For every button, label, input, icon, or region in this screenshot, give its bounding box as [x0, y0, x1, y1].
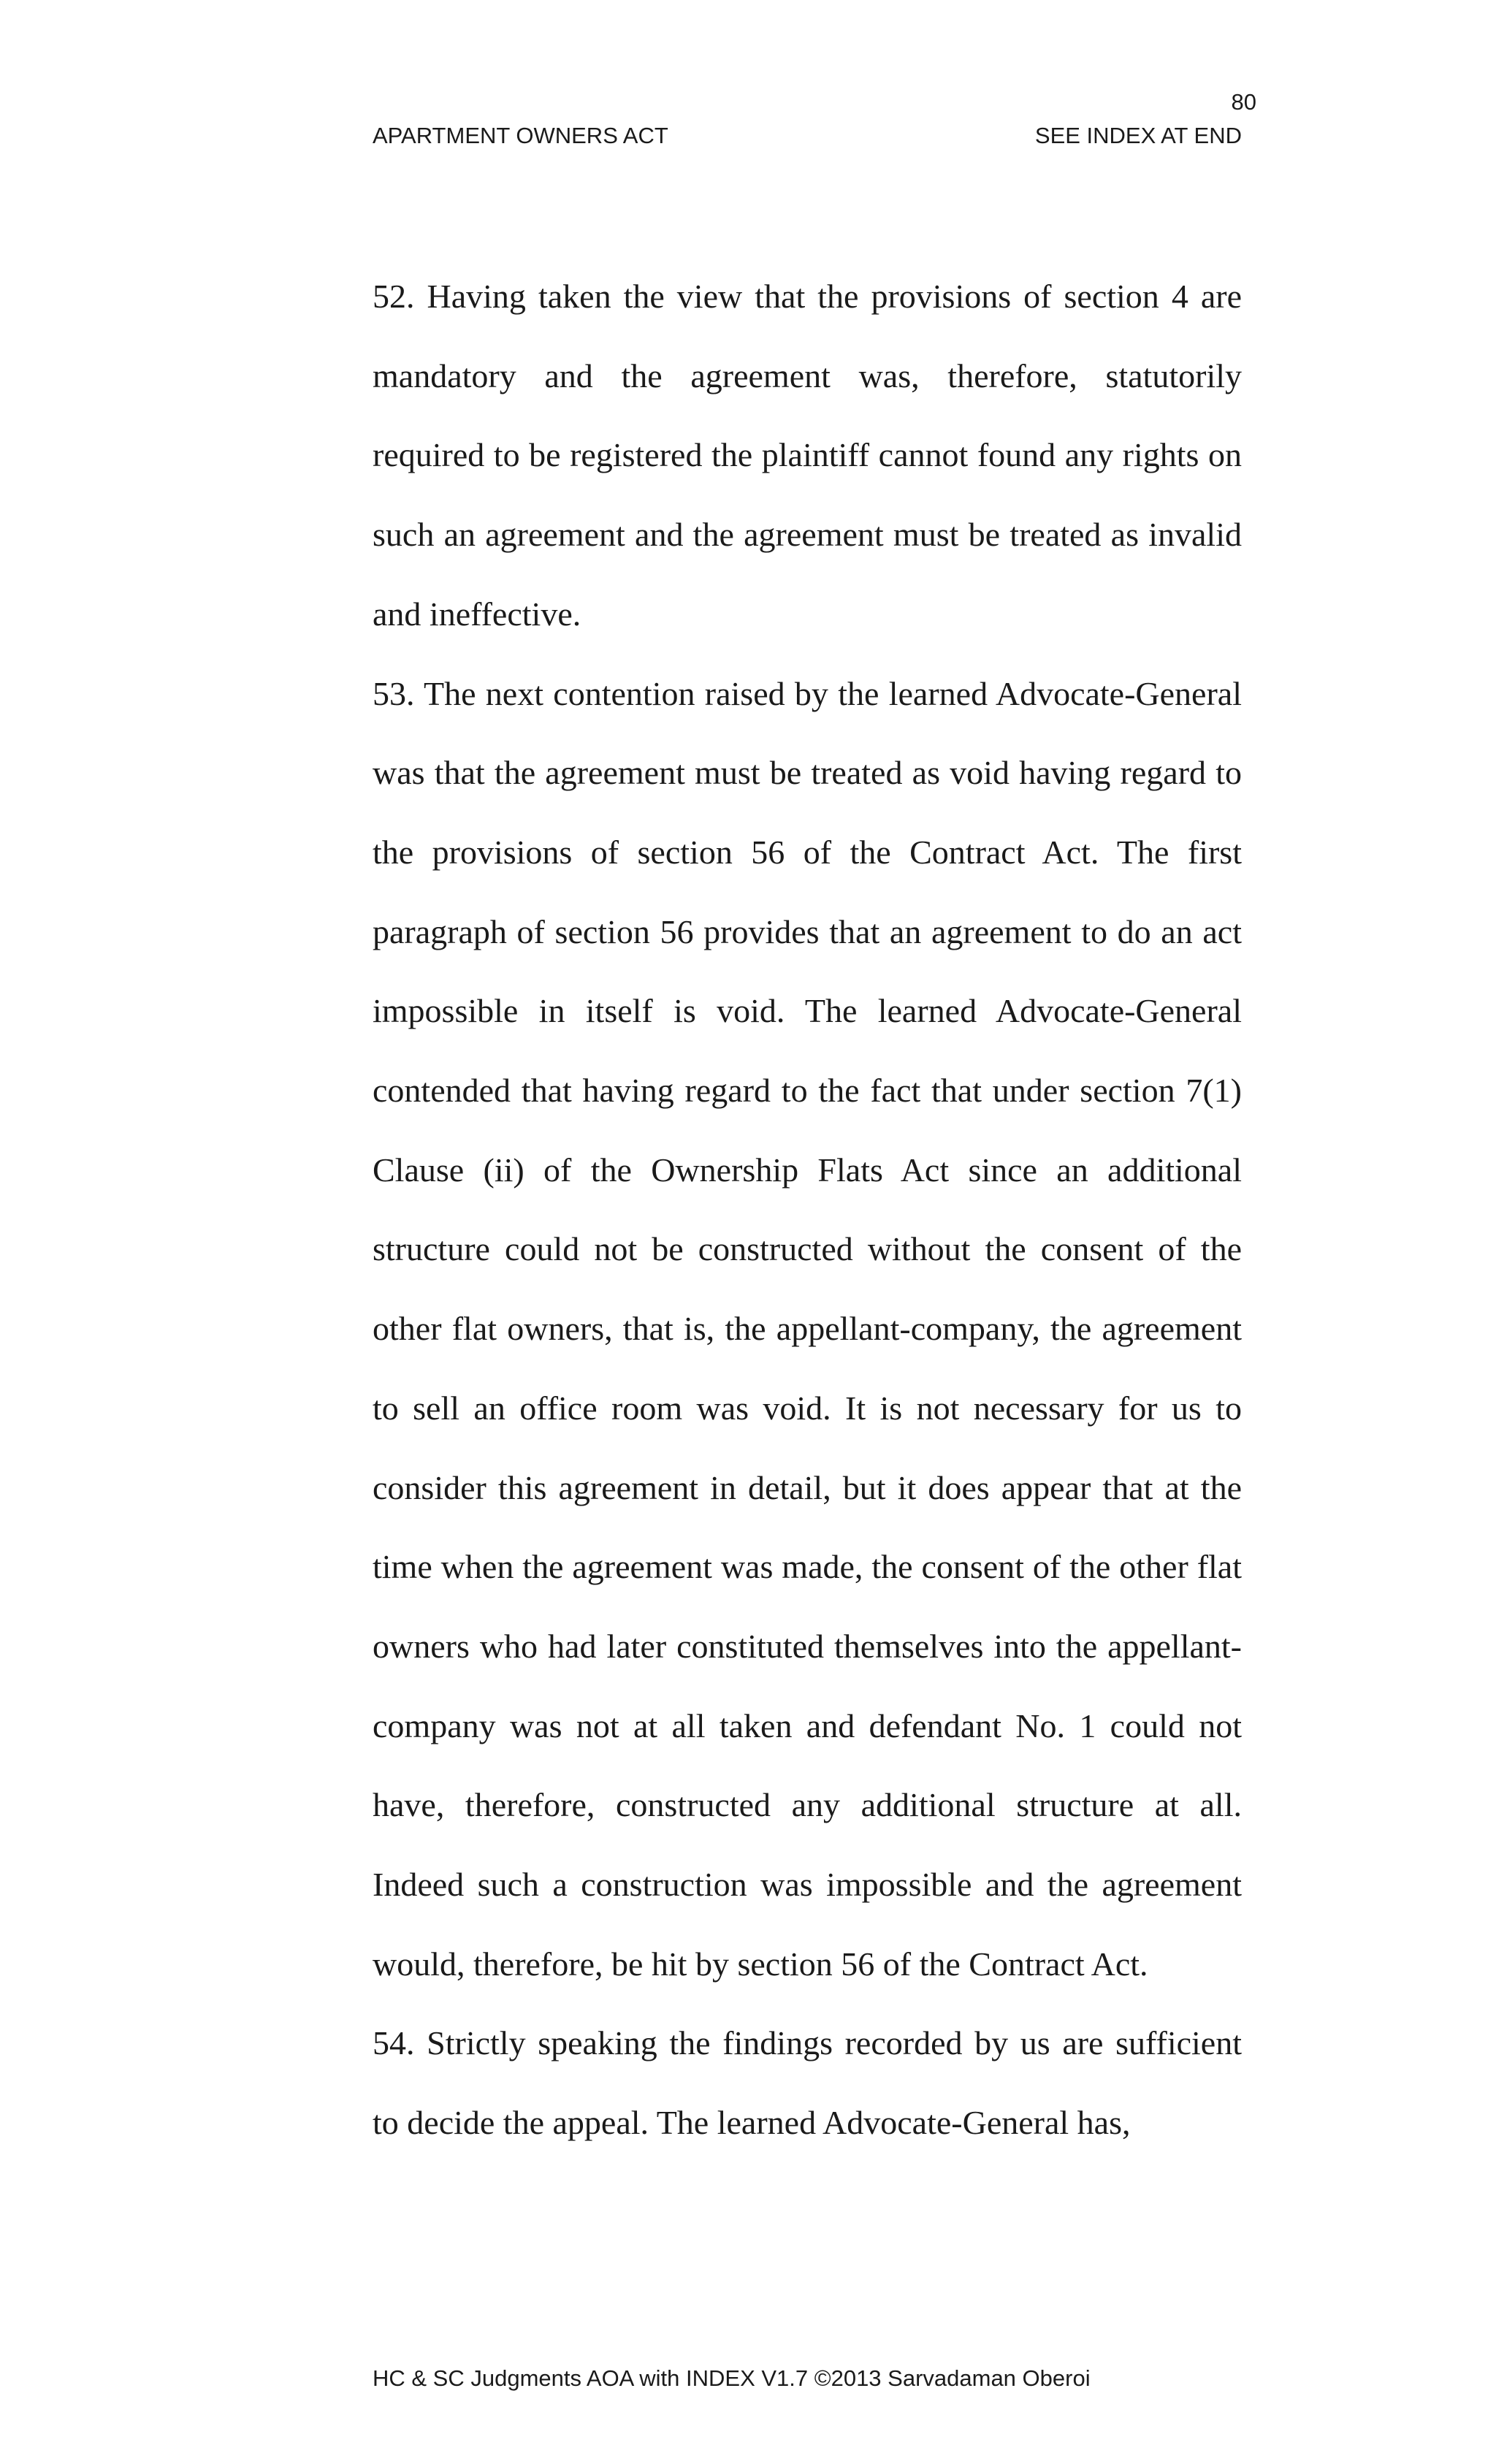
- document-body: [373, 257, 1242, 2163]
- header-index-note: SEE INDEX AT END: [1034, 123, 1242, 148]
- running-header: [373, 121, 1242, 150]
- paragraph-53: 53. The next contention raised by the learned Advocate-General was that the agreement must be treated as void having regard to the provisions of section 56 of the Contract Act. The first paragraph of section 56 provides that an agreement to do an act impossible in itself is void. The learned Advocate-General contended that having regard to the fact that under section 7(1) Clause (ii) of the Ownership Flats Act since an additional structure could not be constructed without the consent of the other flat owners, that is, the appellant-company, the agreement to sell an office room was void. It is not necessary for us to consider this agreement in detail, but it does appear that at the time when the agreement was made, the consent of the other flat owners who had later constituted themselves into the appellant-company was not at all taken and defendant No. 1 could not have, therefore, constructed any additional structure at all. Indeed such a construction was impossible and the agreement would, therefore, be hit by section 56 of the Contract Act.: [373, 674, 1242, 1983]
- paragraph-52: 52. Having taken the view that the provisions of section 4 are mandatory and the agreement was, therefore, statutorily required to be registered the plaintiff cannot found any rights on such an agreement and the agreement must be treated as invalid and ineffective.: [373, 278, 1242, 633]
- page-number: 80: [1231, 89, 1256, 115]
- paragraph-54: 54. Strictly speaking the findings recorded by us are sufficient to decide the appeal. The learned Advocate-General has,: [373, 2024, 1242, 2142]
- header-title: APARTMENT OWNERS ACT: [373, 123, 668, 148]
- page-footer: HC & SC Judgments AOA with INDEX V1.7 ©2013 Sarvadaman Oberoi: [373, 2365, 1091, 2391]
